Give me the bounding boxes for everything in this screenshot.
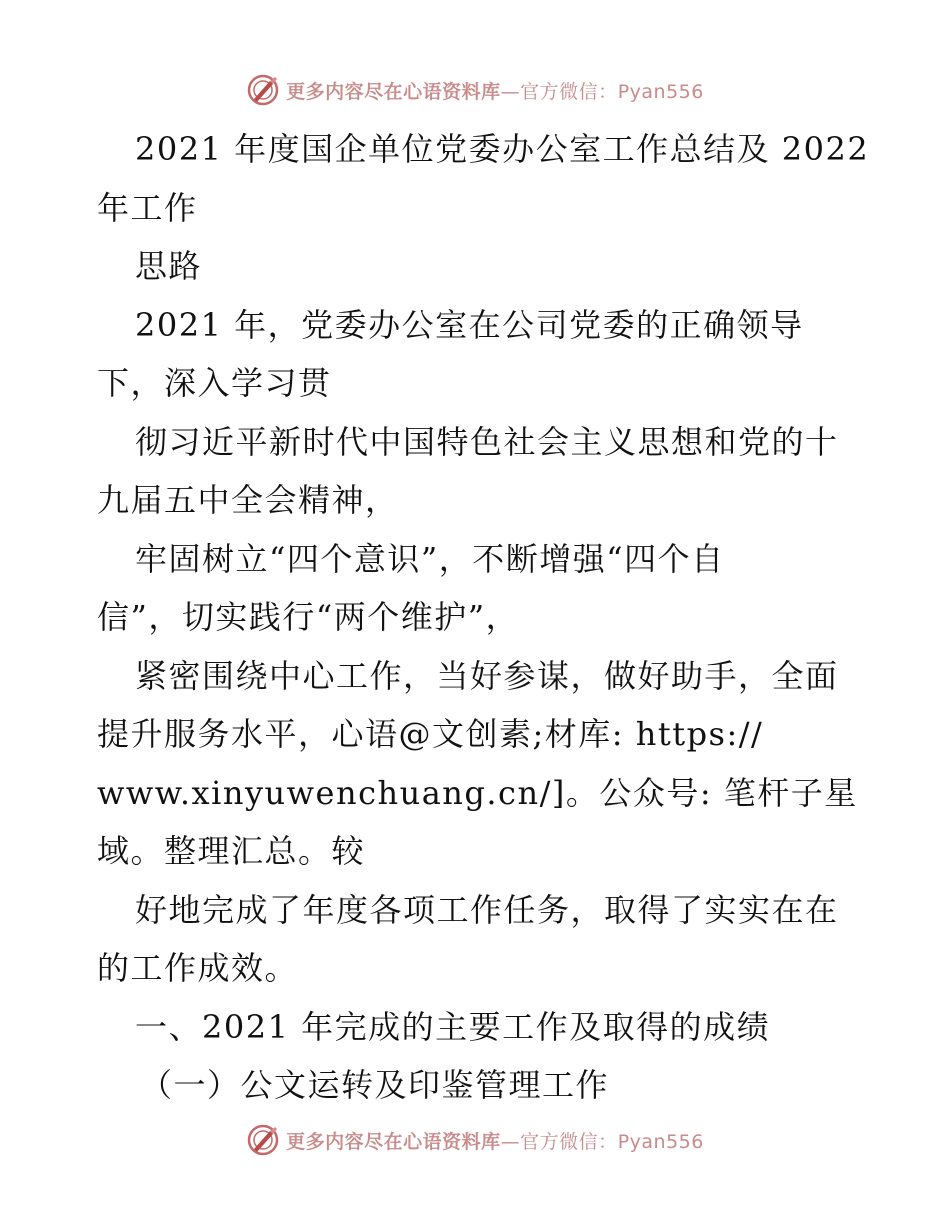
doc-title-line-1: 2021 年度国企单位党委办公室工作总结及 2022 bbox=[135, 130, 870, 168]
doc-paragraph-line: 紧密围绕中心工作，当好参谋，做好助手，全面 bbox=[135, 656, 839, 695]
doc-paragraph-line: 下，深入学习贯 bbox=[97, 364, 332, 402]
watermark-wechat-id: Pyan556 bbox=[617, 80, 704, 103]
doc-paragraph-line: 彻习近平新时代中国特色社会主义思想和党的十 bbox=[135, 422, 839, 461]
pen-logo-icon bbox=[246, 73, 280, 107]
doc-paragraph-line: 九届五中全会精神， bbox=[97, 481, 399, 519]
doc-title-line-3: 思路 bbox=[135, 247, 203, 285]
doc-paragraph-line: www.xinyuwenchuang.cn/]。公众号: 笔杆子星 bbox=[97, 773, 858, 812]
doc-paragraph-line: 提升服务水平，心语@文创素;材库: https:// bbox=[97, 715, 764, 753]
watermark-main-text: 更多内容尽在心语资料库 bbox=[286, 80, 501, 103]
doc-paragraph-line: 好地完成了年度各项工作任务，取得了实实在在 bbox=[135, 890, 839, 929]
watermark-header bbox=[0, 68, 950, 112]
doc-paragraph-line: 2021 年，党委办公室在公司党委的正确领导 bbox=[135, 305, 804, 344]
doc-paragraph-line: 牢固树立“四个意识”，不断增强“四个自 bbox=[135, 539, 725, 578]
watermark-separator: — bbox=[500, 80, 521, 103]
document-body bbox=[97, 120, 870, 1115]
watermark-main-text: 更多内容尽在心语资料库 bbox=[286, 1130, 501, 1153]
watermark-footer bbox=[0, 1118, 950, 1162]
doc-paragraph-line: 信”，切实践行“两个维护”， bbox=[97, 598, 520, 636]
watermark-wechat-label: 官方微信： bbox=[520, 1130, 618, 1153]
subsection-heading-1: （一）公文运转及印鉴管理工作 bbox=[140, 1066, 610, 1104]
watermark-separator: — bbox=[500, 1130, 521, 1153]
pen-logo-icon bbox=[246, 1123, 280, 1157]
watermark-wechat-label: 官方微信： bbox=[520, 80, 618, 103]
watermark-wechat-id: Pyan556 bbox=[617, 1130, 704, 1153]
section-heading-1: 一、2021 年完成的主要工作及取得的成绩 bbox=[135, 1007, 771, 1046]
doc-paragraph-line: 的工作成效。 bbox=[97, 949, 299, 987]
doc-title-line-2: 年工作 bbox=[97, 188, 198, 227]
doc-paragraph-line: 域。整理汇总。较 bbox=[97, 832, 366, 870]
